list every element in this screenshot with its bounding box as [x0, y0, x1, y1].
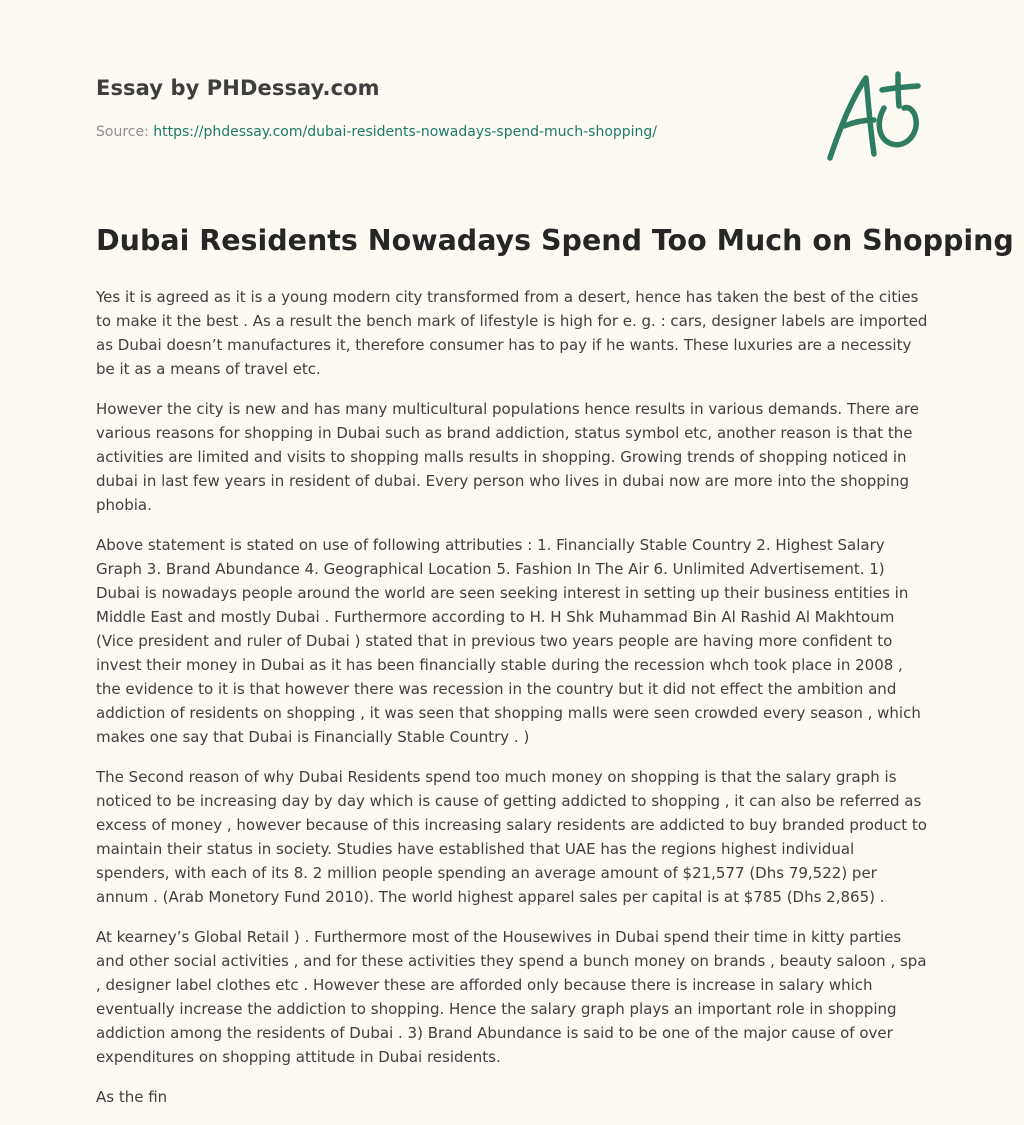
essay-title: Dubai Residents Nowadays Spend Too Much on Shopping	[96, 224, 1014, 257]
essay-paragraph: Yes it is agreed as it is a young modern city transformed from a desert, hence has taken the best of the cities to make it the best . As a result the bench mark of lifestyle is high for e. g. : cars, designer labels are imported as Dubai doesn’t manufactures it, therefore consumer has to pay if he wants. These luxuries are a necessity be it as a means of travel etc.	[96, 288, 928, 378]
source-link[interactable]: https://phdessay.com/dubai-residents-nowadays-spend-much-shopping/	[153, 124, 658, 140]
essay-paragraph: However the city is new and has many multicultural populations hence results in various demands. There are various reasons for shopping in Dubai such as brand addiction, status symbol etc, another reason is that the activities are limited and visits to shopping malls results in shopping. Growing trends of shopping noticed in dubai in last few years in resident of dubai. Every person who lives in dubai now are more into the shopping phobia.	[96, 400, 919, 514]
essay-paragraph: At kearney’s Global Retail ) . Furthermore most of the Housewives in Dubai spend their time in kitty parties and other social activities , and for these activities they spend a bunch money on brands , beauty saloon , spa , designer label clothes etc . However these are afforded only because there is increase in salary which eventually increase the addiction to shopping. Hence the salary graph plays an important role in shopping addiction among the residents of Dubai . 3) Brand Abundance is said to be one of the major cause of over expenditures on shopping attitude in Dubai residents.	[96, 928, 927, 1066]
a-plus-logo-icon	[820, 68, 928, 164]
source-label: Source:	[96, 124, 149, 140]
source-line	[96, 124, 657, 140]
essay-paragraph: As the fin	[96, 1088, 168, 1106]
essay-paragraph: The Second reason of why Dubai Residents spend too much money on shopping is that the salary graph is noticed to be increasing day by day which is cause of getting addicted to shopping , it can also be referred as excess of money , however because of this increasing salary residents are addicted to buy branded product to maintain their status in society. Studies have established that UAE has the regions highest individual spenders, with each of its 8. 2 million people spending an average amount of $21,577 (Dhs 79,522) per annum . (Arab Monetory Fund 2010). The world highest apparel sales per capital is at $785 (Dhs 2,865) .	[96, 768, 927, 906]
essay-paragraph: Above statement is stated on use of following attributies : 1. Financially Stable Country 2. Highest Salary Graph 3. Brand Abundance 4. Geographical Location 5. Fashion In The Air 6. Unlimited Advertisement. 1) Dubai is nowadays people around the world are seen seeking interest in setting up their business entities in Middle East and mostly Dubai . Furthermore according to H. H Shk Muhammad Bin Al Rashid Al Makhtoum (Vice president and ruler of Dubai ) stated that in previous two years people are having more confident to invest their money in Dubai as it has been financially stable during the recession whch took place in 2008 , the evidence to it is that however there was recession in the country but it did not effect the ambition and addiction of residents on shopping , it was seen that shopping malls were seen crowded every season , which makes one say that Dubai is Financially Stable Country . )	[96, 536, 921, 746]
essay-body	[96, 285, 932, 1125]
site-brand-title: Essay by PHDessay.com	[96, 76, 380, 100]
